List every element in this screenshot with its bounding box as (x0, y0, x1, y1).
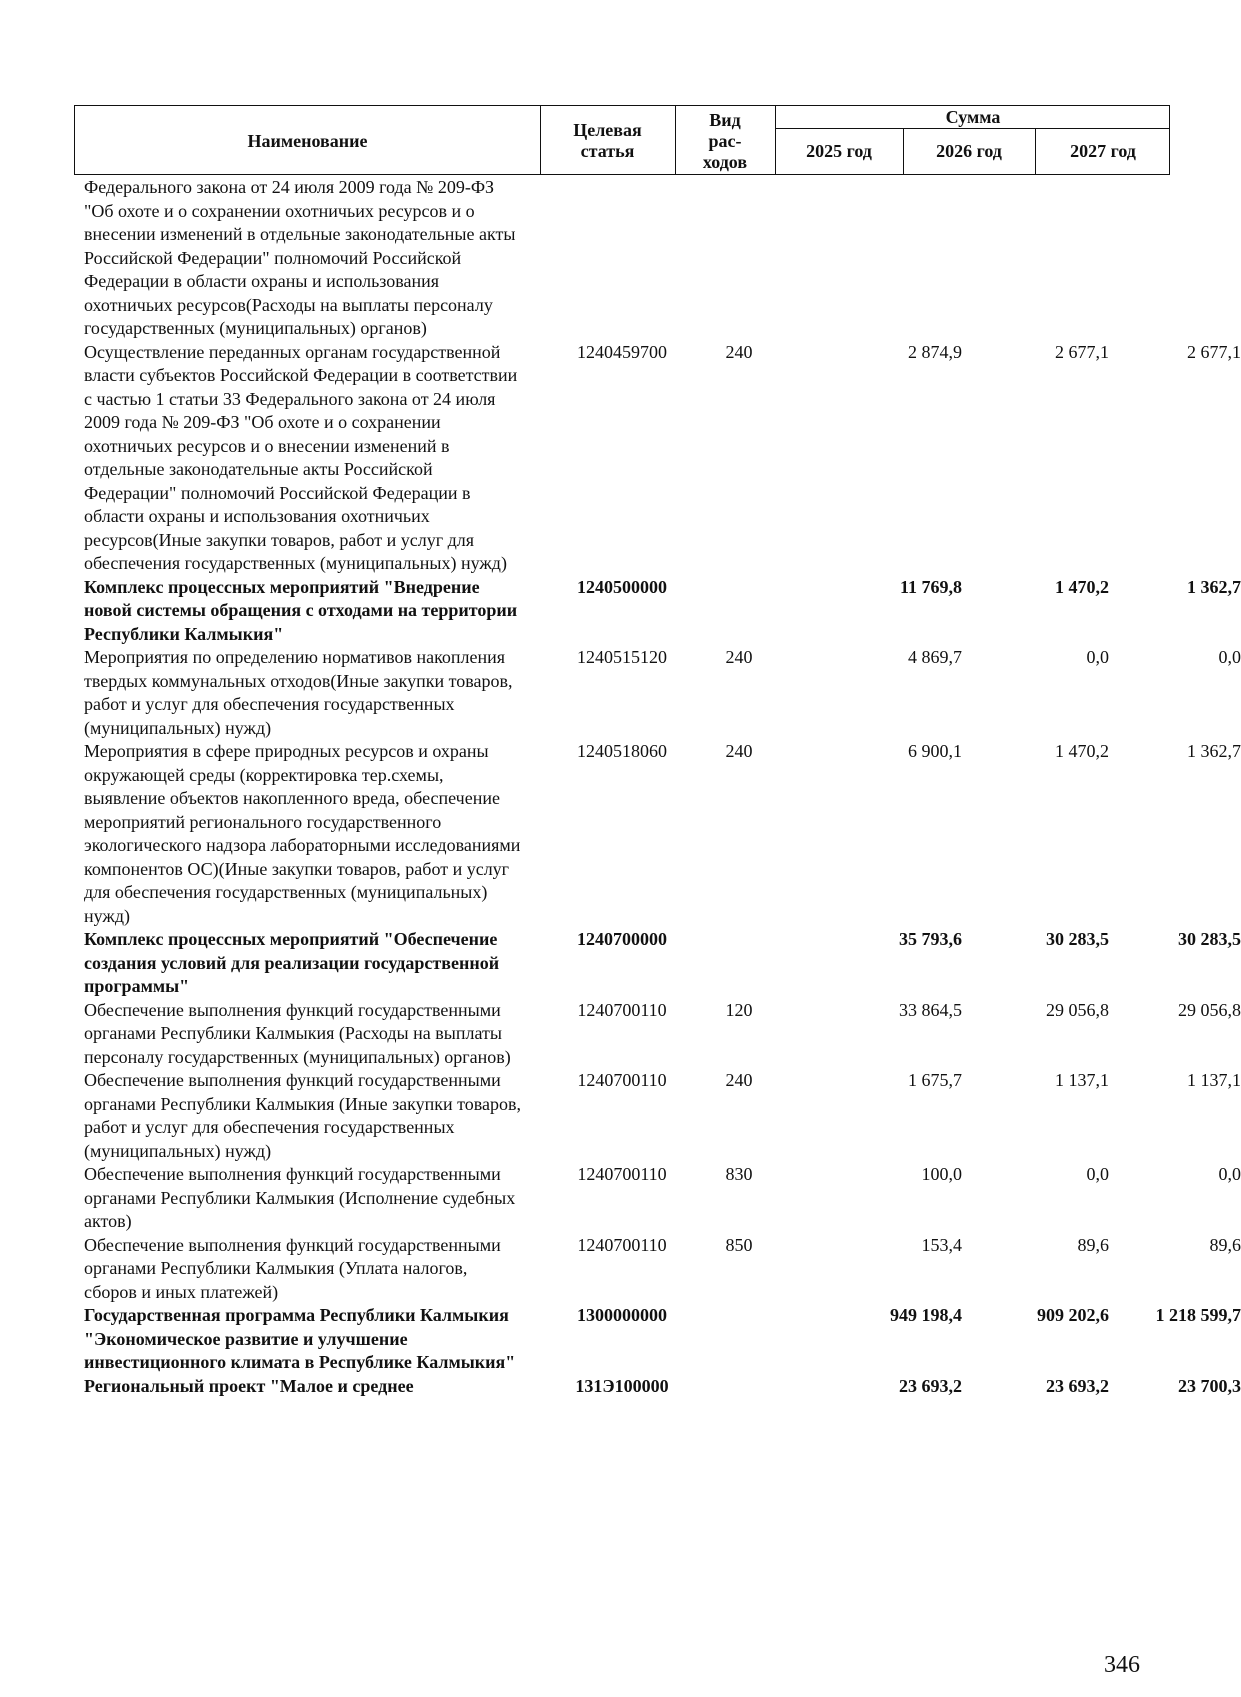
row-2026: 1 470,2 (1055, 741, 1109, 761)
row-name: Обеспечение выполнения функций государственными органами Республики Калмыкия (Уплата налогов, сборов и иных платежей) (84, 1234, 501, 1302)
row-2027: 1 362,7 (1187, 741, 1241, 761)
header-2027: 2027 год (1070, 140, 1136, 161)
row-name: Обеспечение выполнения функций государственными органами Республики Калмыкия (Иные закупки товаров, работ и услуг для обеспечения государственных (муниципальных) нужд) (84, 1070, 522, 1161)
row-name: Федерального закона от 24 июля 2009 года № 209-ФЗ "Об охоте и о сохранении охотничьих ресурсов и о внесении изменений в отдельные законодательные акты Российской Федерации" полномочий Российской Федерации в области охраны и использования охотничьих ресурсов(Расходы на выплаты персоналу государственных (муниципальных) органов) (84, 177, 516, 338)
row-2026: 23 693,2 (1046, 1375, 1109, 1396)
row-type: 240 (725, 1070, 753, 1090)
row-2026: 0,0 (1086, 647, 1109, 667)
row-2027: 29 056,8 (1178, 999, 1241, 1020)
row-2025: 35 793,6 (899, 929, 962, 949)
table-row (74, 341, 1241, 576)
row-2027: 1 362,7 (1187, 576, 1241, 597)
row-name: Обеспечение выполнения функций государственными органами Республики Калмыкия (Расходы на выплаты персоналу государственных (муниципальных) органов) (84, 999, 511, 1067)
row-type: 240 (725, 647, 753, 667)
header-2026: 2026 год (936, 140, 1002, 161)
row-name: Региональный проект "Малое и среднее (84, 1375, 414, 1396)
table-row (74, 176, 1170, 341)
row-name: Комплекс процессных мероприятий "Обеспечение создания условий для реализации государственной программы" (84, 929, 500, 996)
row-name: Мероприятия по определению нормативов накопления твердых коммунальных отходов(Иные закупки товаров, работ и услуг для обеспечения государственных (муниципальных) нужд) (84, 647, 513, 738)
table-row (74, 999, 1241, 1070)
row-code: 1240700110 (577, 999, 667, 1020)
row-2027: 89,6 (1209, 1234, 1241, 1255)
row-2027: 1 137,1 (1187, 1070, 1241, 1090)
row-2025: 153,4 (921, 1234, 962, 1255)
row-2026: 1 137,1 (1055, 1070, 1109, 1090)
row-2027: 30 283,5 (1178, 929, 1241, 949)
row-2025: 100,0 (921, 1164, 962, 1184)
row-code: 1240459700 (577, 341, 667, 362)
row-2025: 33 864,5 (899, 999, 962, 1020)
row-type: 120 (725, 999, 753, 1020)
row-name: Государственная программа Республики Калмыкия "Экономическое развитие и улучшение инвестиционного климата в Республике Калмыкия" (84, 1305, 516, 1372)
row-2025: 4 869,7 (908, 647, 962, 667)
table-row (74, 1069, 1241, 1163)
row-2027: 23 700,3 (1178, 1375, 1241, 1396)
row-2026: 2 677,1 (1055, 341, 1109, 362)
row-type: 240 (725, 341, 753, 362)
table-row (74, 1304, 1241, 1375)
row-2025: 6 900,1 (908, 741, 962, 761)
row-code: 1240518060 (577, 741, 667, 761)
row-code: 1240700110 (577, 1234, 667, 1255)
row-2025: 1 675,7 (908, 1070, 962, 1090)
row-2025: 11 769,8 (899, 576, 962, 597)
header-2025: 2025 год (806, 140, 872, 161)
row-code: 1240700110 (577, 1164, 667, 1184)
row-2025: 949 198,4 (890, 1305, 962, 1325)
row-type: 830 (725, 1164, 753, 1184)
row-2027: 0,0 (1218, 1164, 1241, 1184)
table-row (74, 646, 1241, 740)
table-row (74, 1163, 1241, 1234)
table-row (74, 1234, 1241, 1305)
row-2026: 909 202,6 (1037, 1305, 1109, 1325)
row-name: Осуществление переданных органам государственной власти субъектов Российской Федерации в соответствии с частью 1 статьи 33 Федерального закона от 24 июля 2009 года № 209-ФЗ "Об охоте и о сохранении охотничьих ресурсов и о внесении изменений в отдельные законодательные акты Российской Федерации" полномочий Российской Федерации в области охраны и использования охотничьих ресурсов(Иные закупки товаров, работ и услуг для обеспечения государственных (муниципальных) нужд) (84, 341, 518, 573)
page-number: 346 (1104, 1652, 1140, 1678)
row-2025: 2 874,9 (908, 341, 962, 362)
row-type: 240 (725, 741, 753, 761)
header-name: Наименование (247, 130, 368, 151)
row-name: Мероприятия в сфере природных ресурсов и охраны окружающей среды (корректировка тер.схемы, выявление объектов накопленного вреда, обеспечение мероприятий регионального государственного экологического надзора лабораторными исследованиями компонентов ОС)(Иные закупки товаров, работ и услуг для обеспечения государственных (муниципальных) нужд) (84, 741, 521, 926)
table-body (74, 176, 1241, 1398)
row-2027: 2 677,1 (1187, 341, 1241, 362)
row-code: 1240515120 (577, 647, 667, 667)
row-name: Комплекс процессных мероприятий "Внедрение новой системы обращения с отходами на территории Республики Калмыкия" (84, 576, 518, 644)
row-code: 1300000000 (577, 1305, 667, 1325)
row-code: 1240700000 (577, 929, 667, 949)
row-code: 1240500000 (577, 576, 667, 597)
header-code: Целевая статья (573, 120, 642, 161)
row-2026: 29 056,8 (1046, 999, 1109, 1020)
row-code: 1240700110 (577, 1070, 667, 1090)
row-name: Обеспечение выполнения функций государственными органами Республики Калмыкия (Исполнение судебных актов) (84, 1164, 516, 1231)
row-2027: 1 218 599,7 (1155, 1305, 1241, 1325)
row-2026: 0,0 (1086, 1164, 1109, 1184)
table-row (74, 1375, 1241, 1399)
row-type: 850 (725, 1234, 753, 1255)
row-2026: 30 283,5 (1046, 929, 1109, 949)
row-2026: 1 470,2 (1055, 576, 1109, 597)
header-type: Вид рас- ходов (702, 109, 748, 172)
row-code: 131Э100000 (575, 1375, 669, 1396)
row-2027: 0,0 (1218, 647, 1241, 667)
table-row (74, 740, 1241, 928)
table-row (74, 576, 1241, 647)
table-header (74, 105, 1170, 175)
header-sum: Сумма (945, 106, 1001, 127)
row-2025: 23 693,2 (899, 1375, 962, 1396)
row-2026: 89,6 (1077, 1234, 1109, 1255)
table-row (74, 928, 1241, 999)
